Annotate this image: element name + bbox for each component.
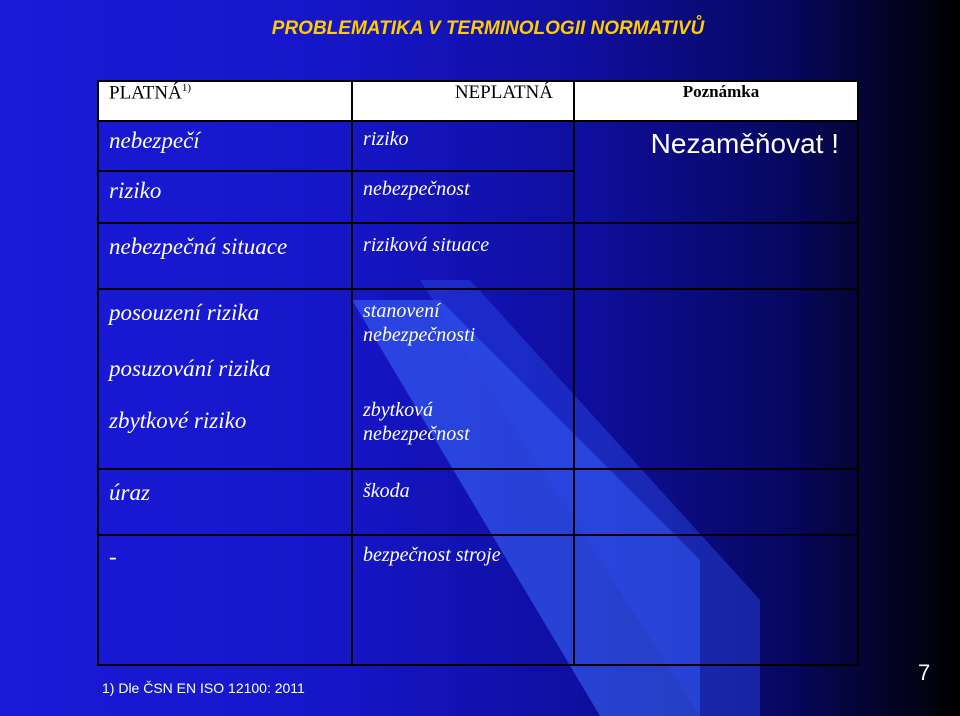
cell-invalid-r5: škoda [352, 469, 574, 535]
cell-note-r3 [574, 223, 858, 289]
valid-term: zbytkové riziko [109, 408, 247, 433]
invalid-term: stanovení [363, 300, 440, 322]
footnote: 1) Dle ČSN EN ISO 12100: 2011 [102, 680, 305, 696]
header-note: Poznámka [574, 81, 858, 121]
table-row [98, 535, 858, 665]
page-number: 7 [918, 660, 931, 685]
invalid-term: nebezpečnost [363, 422, 470, 445]
table-row [98, 223, 858, 289]
cell-note-r1: Nezaměňovat ! [574, 121, 858, 223]
valid-term: posuzování rizika [109, 356, 271, 381]
slide-title: PROBLEMATIKA V TERMINOLOGII NORMATIVŮ [271, 18, 705, 39]
invalid-term: zbytková [363, 399, 433, 422]
cell-invalid-r2: nebezpečnost [352, 171, 574, 223]
cell-invalid-r1: riziko [352, 121, 574, 171]
header-valid [98, 81, 352, 121]
cell-invalid-r4 [352, 289, 574, 469]
terminology-table [97, 80, 859, 666]
cell-note-r6 [574, 535, 858, 665]
header-row [98, 81, 858, 121]
table-row [98, 121, 858, 171]
cell-valid-r1: nebezpečí [98, 121, 352, 171]
cell-invalid-r3: riziková situace [352, 223, 574, 289]
table-row [98, 469, 858, 535]
cell-valid-r5: úraz [98, 469, 352, 535]
valid-term: posouzení rizika [109, 300, 260, 325]
table-row [98, 289, 858, 469]
cell-invalid-r6: bezpečnost stroje [352, 535, 574, 665]
header-invalid: NEPLATNÁ [352, 81, 574, 121]
header-valid-label: PLATNÁ [109, 82, 182, 104]
invalid-term: nebezpečnosti [363, 323, 476, 346]
cell-note-r5 [574, 469, 858, 535]
cell-note-r4 [574, 289, 858, 469]
cell-valid-r4 [98, 289, 352, 469]
cell-valid-r2: riziko [98, 171, 352, 223]
cell-valid-r6: - [98, 535, 352, 665]
header-valid-superscript: 1) [181, 82, 192, 94]
cell-valid-r3: nebezpečná situace [98, 223, 352, 289]
